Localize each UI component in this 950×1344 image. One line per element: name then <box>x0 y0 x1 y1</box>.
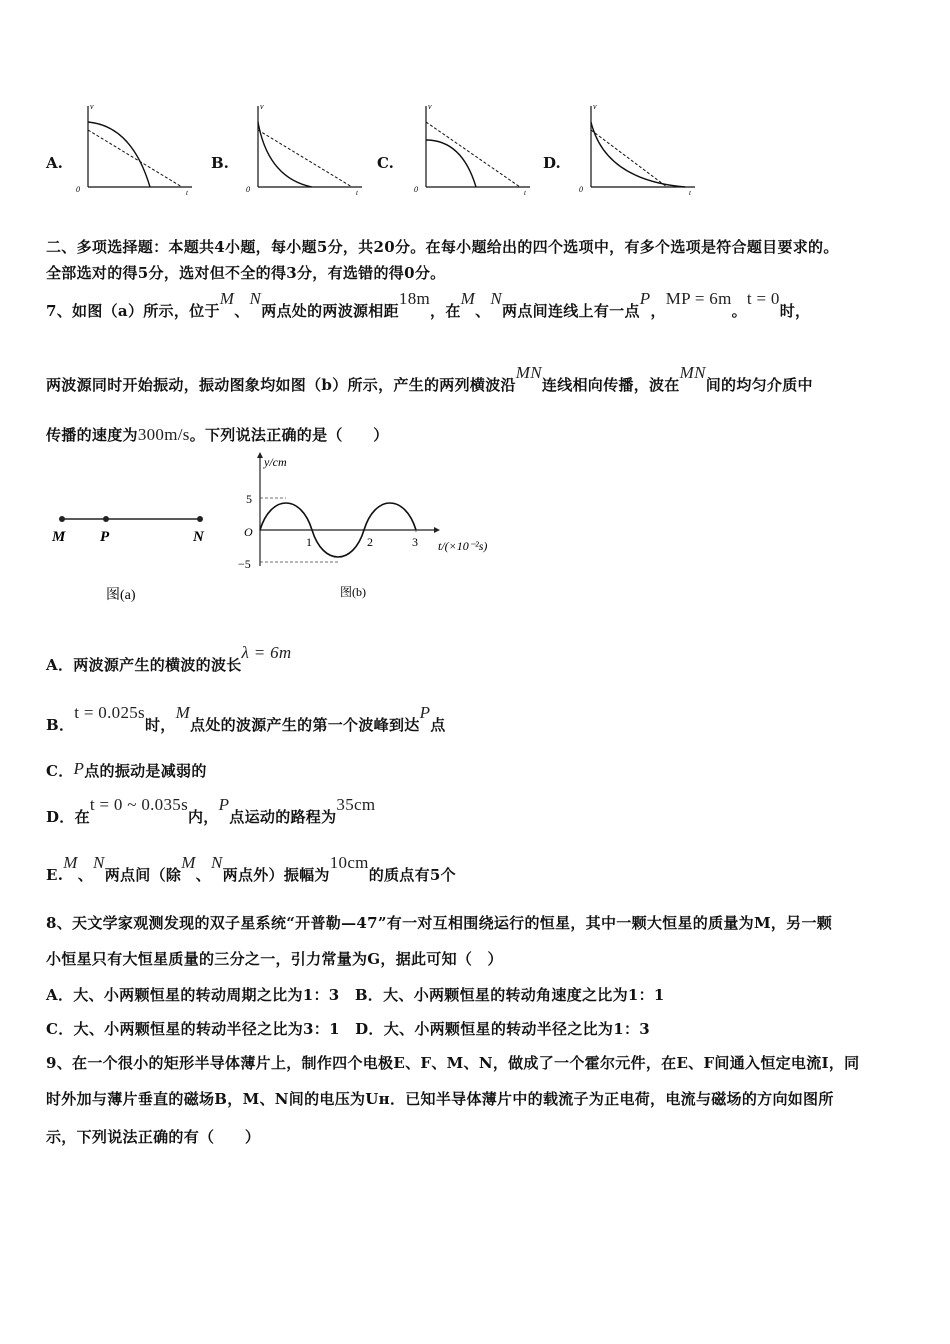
q7-text: 点 <box>430 716 446 734</box>
q7-option-e[interactable] <box>46 853 456 885</box>
q7-text: 的质点有5个 <box>368 866 456 884</box>
q7-text: 点的振动是减弱的 <box>84 762 207 780</box>
q7-text: 点运动的路程为 <box>229 808 337 826</box>
fig-b-xtick-1: 1 <box>306 535 312 549</box>
q7-text: 连线相向传播，波在 <box>541 376 680 394</box>
q7-math-speed: 300m/s <box>137 425 190 444</box>
q6-option-c-graph <box>410 100 540 195</box>
q7-math-p: P <box>73 759 85 778</box>
q6-option-d-label[interactable]: D. <box>543 154 561 172</box>
q9-stem-line2: 时外加与薄片垂直的磁场B，M、N间的电压为Uн．已知半导体薄片中的载流子为正电荷，电流与磁场的方向如图所 <box>46 1090 834 1108</box>
fig-b-xtick-3: 3 <box>412 535 418 549</box>
q7-stem-line1 <box>46 289 811 321</box>
q7-text: E. <box>46 866 64 884</box>
q6-d-origin: 0 <box>579 185 583 194</box>
fig-b-xtick-2: 2 <box>367 535 373 549</box>
q8-stem-line1: 8、天文学家观测发现的双子星系统“开普勒—47”有一对互相围绕运行的恒星，其中一颗大恒星的质量为M，另一颗 <box>46 914 833 932</box>
q7-figure-b <box>234 450 524 610</box>
q7-math-amplitude: 10cm <box>329 853 369 872</box>
q7-text: 、 <box>77 866 94 884</box>
fig-a-label-p: P <box>100 529 110 545</box>
q6-c-axis-y: v <box>428 102 432 111</box>
q7-math-mn: MN <box>515 363 542 382</box>
q7-math-t0: t = 0 <box>746 289 780 308</box>
q9-stem-line1: 9、在一个很小的矩形半导体薄片上，制作四个电极E、F、M、N，做成了一个霍尔元件，在E、F间通入恒定电流I，同 <box>46 1054 860 1072</box>
q7-figure-a <box>44 500 224 610</box>
fig-a-label-m: M <box>52 529 66 545</box>
q7-math-m: M <box>219 289 235 308</box>
q7-math-mn: MN <box>679 363 706 382</box>
q6-b-curve <box>258 122 312 187</box>
q9-stem-line3: 示，下列说法正确的有（ ） <box>46 1128 261 1146</box>
q6-b-axis-y: v <box>260 102 264 111</box>
q7-text: 、 <box>195 866 211 884</box>
point-p <box>103 516 109 522</box>
q7-math-n: N <box>210 853 223 872</box>
q7-math-p: P <box>218 795 230 814</box>
fig-b-origin: O <box>244 525 253 539</box>
q6-option-d-graph <box>575 100 705 195</box>
q6-d-curve <box>591 122 685 187</box>
q7-math-n: N <box>249 289 262 308</box>
q7-text: 时， <box>779 302 811 320</box>
q7-text: A．两波源产生的横波的波长 <box>46 656 242 674</box>
q7-option-a[interactable] <box>46 643 292 675</box>
q6-b-origin: 0 <box>246 185 250 194</box>
q7-text: 7、如图（a）所示，位于 <box>46 302 220 320</box>
section2-instructions-line2: 全部选对的得5分，选对但不全的得3分，有选错的得0分。 <box>46 264 446 282</box>
q7-math-mp: MP = 6m <box>665 289 732 308</box>
q7-text: 时， <box>144 716 176 734</box>
q6-c-axis-x: t <box>524 189 526 195</box>
q7-text: 、 <box>234 302 250 320</box>
q7-text: C． <box>46 762 74 780</box>
q7-text: 。 <box>731 302 747 320</box>
q6-option-a-label[interactable]: A. <box>46 154 63 172</box>
q7-text: 内， <box>188 808 219 826</box>
q6-b-dashed-line <box>258 130 352 187</box>
fig-b-ytick-pos: 5 <box>246 492 252 506</box>
point-m <box>59 516 65 522</box>
q7-text: D．在 <box>46 808 90 826</box>
q7-math-p: P <box>639 289 651 308</box>
q6-a-curve <box>88 122 150 187</box>
fig-b-ylabel: y/cm <box>264 455 287 469</box>
q7-stem-line2 <box>46 363 813 395</box>
q7-text: 两点处的两波源相距 <box>261 302 399 320</box>
fig-b-ytick-neg: −5 <box>238 557 251 571</box>
q7-text: 传播的速度为 <box>46 426 138 444</box>
q6-option-b-label[interactable]: B. <box>211 154 229 172</box>
q7-math-distance: 18m <box>398 289 431 308</box>
q8-stem-line2: 小恒星只有大恒星质量的三分之一，引力常量为G，据此可知（ ） <box>46 950 503 968</box>
q7-math-m: M <box>181 853 196 872</box>
q7-text: 两点间连线上有一点 <box>502 302 640 320</box>
q7-text: 两波源同时开始振动，振动图象均如图（b）所示，产生的两列横波沿 <box>46 376 516 394</box>
q7-text: 两点间（除 <box>104 866 182 884</box>
q7-text: 、 <box>475 302 491 320</box>
q7-math-path: 35cm <box>336 795 376 814</box>
q6-option-b-graph <box>242 100 372 195</box>
q6-option-c-label[interactable]: C. <box>377 154 394 172</box>
q6-option-a-graph <box>72 100 202 195</box>
q7-text: ， <box>650 302 666 320</box>
q6-b-axis-x: t <box>356 189 358 195</box>
q6-a-axis-x: t <box>186 189 188 195</box>
q7-text: 点处的波源产生的第一个波峰到达 <box>190 716 420 734</box>
q7-stem-line3 <box>46 424 389 445</box>
q6-a-dashed-line <box>88 130 182 187</box>
q7-math-m: M <box>460 289 476 308</box>
q7-text: ，在 <box>430 302 461 320</box>
q7-math-m: M <box>63 853 78 872</box>
q7-option-c[interactable] <box>46 760 207 781</box>
q8-options-ab[interactable]: A．大、小两颗恒星的转动周期之比为1：3 B．大、小两颗恒星的转动角速度之比为1：1 <box>46 986 665 1004</box>
q7-text: B． <box>46 716 75 734</box>
fig-a-label-n: N <box>193 529 204 545</box>
q6-a-origin: 0 <box>76 185 80 194</box>
q6-d-axis-y: v <box>593 102 597 111</box>
q6-c-curve <box>426 140 476 187</box>
q6-c-origin: 0 <box>414 185 418 194</box>
q7-math-n: N <box>490 289 503 308</box>
q7-math-lambda: λ = 6m <box>241 643 292 662</box>
q7-math-n: N <box>93 853 105 872</box>
fig-b-xlabel: t/(×10⁻²s) <box>438 539 488 553</box>
q8-options-cd[interactable]: C．大、小两颗恒星的转动半径之比为3：1 D．大、小两颗恒星的转动半径之比为1：3 <box>46 1020 650 1038</box>
q6-d-axis-x: t <box>689 189 691 195</box>
q7-option-d[interactable] <box>46 795 376 827</box>
q6-d-dashed-line <box>591 130 667 187</box>
section2-instructions-line1: 二、多项选择题：本题共4小题，每小题5分，共20分。在每小题给出的四个选项中，有多个选项是符合题目要求的。 <box>46 238 839 256</box>
q7-math-t-range: t = 0 ~ 0.035s <box>89 795 188 814</box>
fig-b-caption: 图(b) <box>340 585 366 599</box>
q7-text: 。下列说法正确的是（ ） <box>189 426 389 444</box>
point-n <box>197 516 203 522</box>
q6-a-axis-y: v <box>90 102 94 111</box>
q7-text: 两点外）振幅为 <box>222 866 330 884</box>
q7-option-b[interactable] <box>46 703 446 735</box>
q7-math-t: t = 0.025s <box>74 703 145 722</box>
q7-math-p: P <box>419 703 431 722</box>
q7-math-m: M <box>175 703 191 722</box>
q7-text: 间的均匀介质中 <box>705 376 813 394</box>
fig-a-caption: 图(a) <box>106 588 136 603</box>
